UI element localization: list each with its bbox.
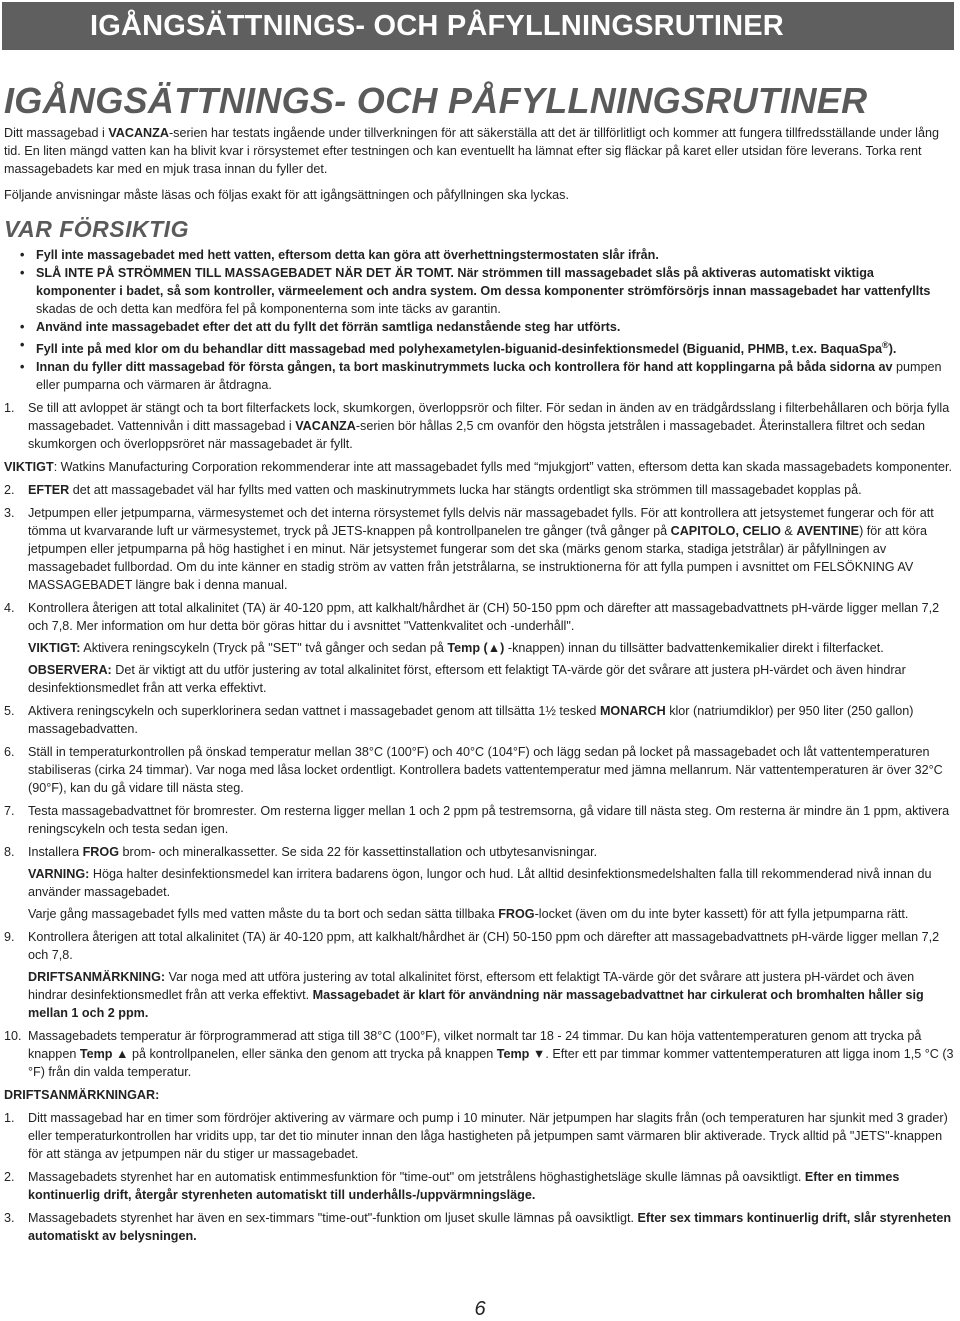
step-7: 7. Testa massagebadvattnet för bromrester. Om resterna ligger mellan 1 och 2 ppm på testremsorna, gå vidare till nästa steg. Om resterna är mindre än 1 ppm, aktivera reningscykeln och testa sedan igen.	[4, 804, 950, 837]
operating-notes-heading: DRIFTSANMÄRKNINGAR:	[4, 1088, 160, 1103]
intro-paragraph: Ditt massagebad i VACANZA-serien har testats ingående under tillverkningen för att säkerställa att det är tillförlitligt och kommer att fungera tillfredsställande under lång tid. En liten mängd vatten kan ha blivit kvar i rörsystemet efter testningen och kan eventuellt ha lämnat efter sig fläckar på karet eller utsidan före leverans. Torka rent massagebadets kar med en mjuk trasa innan du fyller det.	[4, 126, 939, 176]
step-8-frog-note: Varje gång massagebadet fylls med vatten måste du ta bort och sedan sätta tillbaka FROG-locket (även om du inte byter kassett) för att fylla jetpumparna rätt.	[28, 907, 909, 922]
caution-bullet: • Använd inte massagebadet efter det att du fyllt det förrän samtliga nedanstående steg har utförts.	[20, 320, 621, 334]
operating-note-1: 1. Ditt massagebad har en timer som fördröjer aktivering av värmare och pump i 10 minuter. När jetpumpen har slagits från (och temperaturen har sjunkit med 3 grader) eller temperaturkontrollen har vridits upp, tar det tio minuter innan den låga hastigheten på jetpumpen samt värmaren blir aktiverade. Tryck alltid på "JETS"-knappen för att stänga av jetpumpen när du stiger ur massagebadet.	[4, 1111, 948, 1162]
caution-bullet: • Innan du fyller ditt massagebad för första gången, ta bort maskinutrymmets lucka och kontrollera för hand att kopplingarna på båda sidorna av pumpen eller pumparna och värmaren är åtdragna.	[20, 360, 942, 393]
step-6: 6. Ställ in temperaturkontrollen på önskad temperatur mellan 38°C (100°F) och 40°C (104°F) och lägg sedan på locket på massagebadet och låt vattentemperaturen stabiliseras (cirka 24 timmar). Var noga med låsa locket ordentligt. Kontrollera badets vattentemperatur med jämna mellanrum. När vattentemperaturen är över 32°C (90°F), kan du gå vidare till nästa steg.	[4, 745, 943, 796]
caution-bullet: • SLÅ INTE PÅ STRÖMMEN TILL MASSAGEBADET NÄR DET ÄR TOMT. När strömmen till massagebadet slås på aktiveras automatiskt viktiga komponenter i badet, så som kontroller, värmeelement och andra system. Om dessa komponenter strömförsörjs innan massagebadet har vattenfyllts skadas de och detta kan medföra fel på komponenterna som inte täcks av garantin.	[20, 266, 931, 316]
operating-note-3: 3. Massagebadets styrenhet har även en sex-timmars "time-out"-funktion om ljuset skulle lämnas på oavsiktligt. Efter sex timmars kontinuerlig drift, slår styrenheten automatiskt av belysningen.	[4, 1211, 952, 1244]
caution-bullet: • Fyll inte på med klor om du behandlar ditt massagebad med polyhexametylen-biguanid-desinfektionsmedel (Biguanid, PHMB, t.ex. BaquaSpa®).	[20, 338, 897, 357]
step-4-important: VIKTIGT: Aktivera reningscykeln (Tryck på "SET" två gånger och sedan på Temp (▲) -knappen) innan du tillsätter badvattenkemikalier direkt i filterfacket.	[28, 641, 884, 656]
step-5: 5. Aktivera reningscykeln och superklorinera sedan vattnet i massagebadet genom att tillsätta 1½ tesked MONARCH klor (natriumdiklor) per 950 liter (250 gallon) massagebadvatten.	[4, 704, 914, 737]
step-8-warning: VARNING: Höga halter desinfektionsmedel kan irritera badarens ögon, lungor och hud. Låt alltid desinfektionsmedelshalten falla till rekommenderad nivå innan du använder massagebadet.	[28, 867, 932, 900]
step-9: 9. Kontrollera återigen att total alkalinitet (TA) är 40-120 ppm, att kalkhalt/hårdhet är (CH) 50-150 ppm och därefter att massagebadvattnets pH-värde ligger mellan 7,2 och 7,8.	[4, 930, 940, 963]
step-9-operating-note: DRIFTSANMÄRKNING: Var noga med att utföra justering av total alkalinitet först, eftersom ett felaktigt TA-värde gör det svårare att justera pH-värdet och även hindrar desinfektionsmedlet från att verka effektivt. Massagebadet är klart för användning när massagebadvattnet har cirkulerat och bromhalten håller sig mellan 1 och 2 ppm.	[28, 970, 924, 1021]
intro-instruction: Följande anvisningar måste läsas och följas exakt för att igångsättningen och påfyllningen ska lyckas.	[4, 188, 569, 202]
step-8: 8. Installera FROG brom- och mineralkassetter. Se sida 22 för kassettinstallation och utbytesanvisningar.	[4, 845, 598, 860]
step-4: 4. Kontrollera återigen att total alkalinitet (TA) är 40-120 ppm, att kalkhalt/hårdhet är (CH) 50-150 ppm och därefter att massagebadvattnets pH-värde ligger mellan 7,2 och 7,8. Mer information om hur detta bör göras hittar du i avsnittet "Vattenkvalitet och -underhåll".	[4, 601, 940, 634]
important-note: VIKTIGT: Watkins Manufacturing Corporation rekommenderar inte att massagebadet fylls med “mjukgjort” vatten, eftersom detta kan skada massagebadets komponenter.	[4, 460, 953, 475]
step-10: 10. Massagebadets temperatur är förprogrammerad att stiga till 38°C (100°F), vilket normalt tar 18 - 24 timmar. Du kan höja vattentemperaturen genom att trycka på knappen Temp ▲ på kontrollpanelen, eller sänka den genom att trycka på knappen Temp ▼. Efter ett par timmar kommer vattentemperaturen att ligga inom 1,5 °C (3 °F) från din valda temperatur.	[4, 1029, 954, 1080]
page-title: IGÅNGSÄTTNINGS- OCH PÅFYLLNINGSRUTINER	[4, 80, 868, 121]
step-3: 3. Jetpumpen eller jetpumparna, värmesystemet och det interna rörsystemet fylls delvis när massagebadet fylls. För att kontrollera att jetsystemet fungerar och för att tömma ut kvarvarande luft ur värmesystemet, tryck på JETS-knappen på kontrollpanelen tre gånger (två gånger på CAPITOLO, CELIO & AVENTINE) för att köra jetpumpen eller jetpumparna på hög hastighet i en minut. När jetsystemet fungerar som det ska (märks genom starka, stadiga jetstrålar) är påfyllningen av massagebadet fullbordad. Om du inte känner en stadig ström av vatten från jetstrålarna, se instruktionerna för att fylla pumpen i avsnittet om FELSÖKNING AV MASSAGEBADET längre bak i denna manual.	[4, 506, 934, 593]
step-2: 2. EFTER det att massagebadet väl har fyllts med vatten och maskinutrymmets lucka har stängts ordentligt ska strömmen till massagebadet kopplas på.	[4, 483, 862, 498]
step-1: 1. Se till att avloppet är stängt och ta bort filterfackets lock, skumkorgen, överloppsrör och filter. För sedan in änden av en trädgårdsslang i filterbehållaren och börja fylla massagebadet. Vattennivån i ditt massagebad i VACANZA-serien bör hållas 2,5 cm ovanför den högsta jetstrålen i massagebadet. Återinstallera filtret och sedan skumkorgen och överloppsröret när massagebadet är fyllt.	[4, 401, 950, 452]
caution-heading: VAR FÖRSIKTIG	[4, 216, 189, 242]
operating-note-2: 2. Massagebadets styrenhet har en automatisk entimmesfunktion för "time-out" om jetstrålens höghastighetsläge skulle lämnas på oavsiktligt. Efter en timmes kontinuerlig drift, återgår styrenheten automatiskt till underhålls-/uppvärmningsläge.	[4, 1170, 900, 1203]
header-banner: IGÅNGSÄTTNINGS- OCH PÅFYLLNINGSRUTINER	[2, 2, 954, 50]
step-4-observe: OBSERVERA: Det är viktigt att du utför justering av total alkalinitet först, eftersom ett felaktigt TA-värde gör det svårare att justera pH-värdet och även hindrar desinfektionsmedlet från att verka effektivt.	[28, 663, 906, 696]
caution-bullet: • Fyll inte massagebadet med hett vatten, eftersom detta kan göra att överhettningstermostaten slår ifrån.	[20, 248, 659, 262]
document-body	[4, 80, 954, 1245]
page-number: 6	[474, 1298, 486, 1320]
